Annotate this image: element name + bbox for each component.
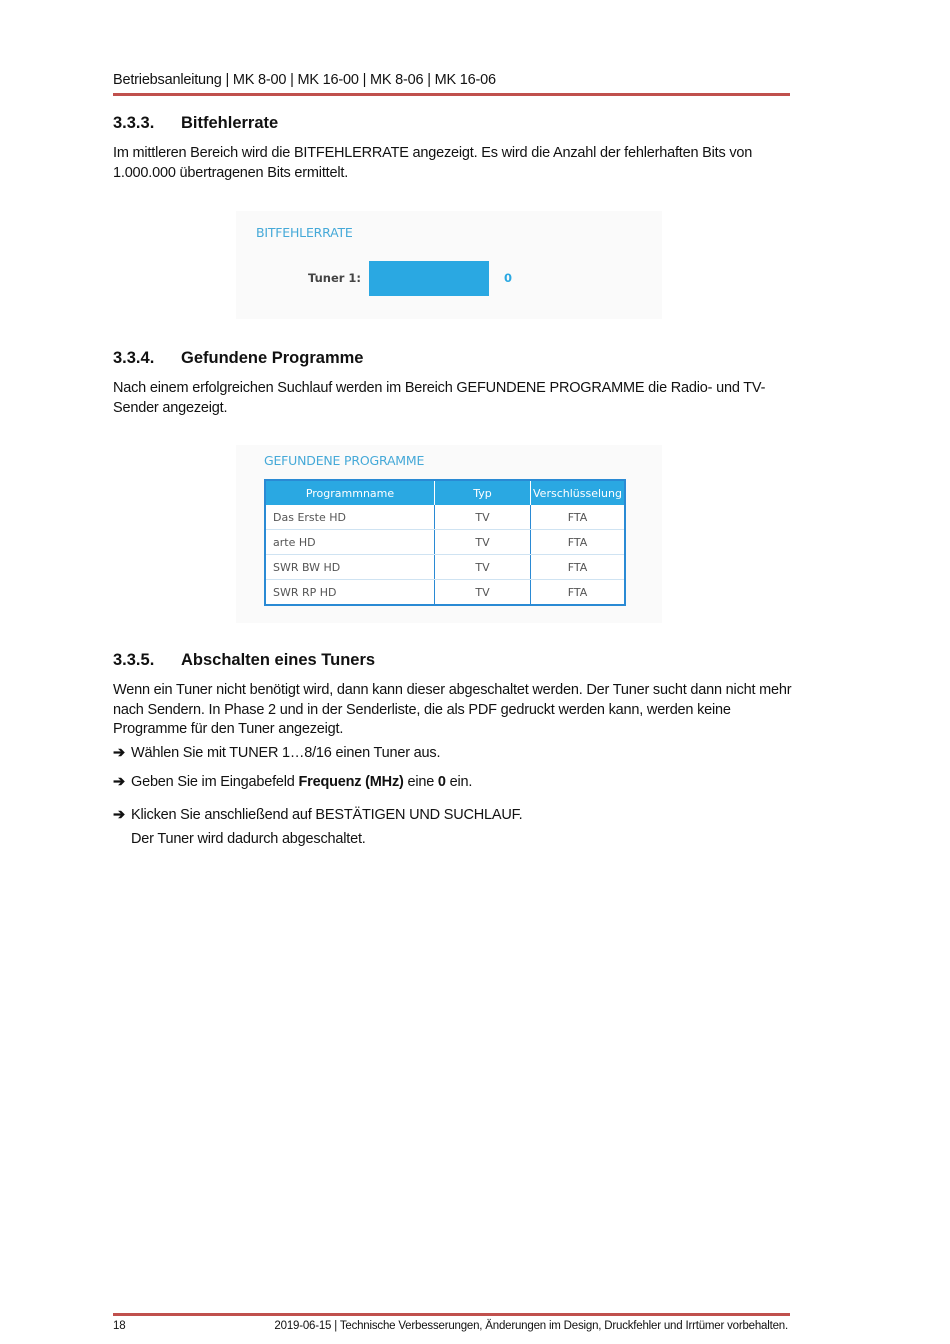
cell-typ: TV — [435, 580, 531, 606]
page-number: 18 — [113, 1320, 126, 1332]
tuner-bar — [369, 261, 489, 296]
step-2 — [113, 774, 472, 790]
column-header-verschluesselung[interactable]: Verschlüsselung — [531, 480, 626, 505]
page-header — [113, 72, 790, 92]
arrow-right-icon: ➔ — [113, 745, 125, 761]
arrow-right-icon: ➔ — [113, 774, 125, 790]
table-header-row — [265, 480, 625, 505]
table-row[interactable] — [265, 530, 625, 555]
column-header-programmname[interactable]: Programmname — [265, 480, 435, 505]
cell-programmname: Das Erste HD — [265, 505, 435, 530]
tuner-value: 0 — [504, 271, 513, 285]
section-title: Gefundene Programme — [181, 349, 364, 367]
section-heading-abschalten — [113, 651, 375, 670]
programme-paragraph: Nach einem erfolgreichen Suchlauf werden im Bereich GEFUNDENE PROGRAMME die Radio- und TV-Sender angezeigt. — [113, 380, 766, 416]
table-row[interactable] — [265, 580, 625, 606]
cell-programmname: arte HD — [265, 530, 435, 555]
section-number: 3.3.4. — [113, 349, 155, 367]
step-3-result: Der Tuner wird dadurch abgeschaltet. — [131, 831, 366, 847]
table-row[interactable] — [265, 505, 625, 530]
cell-verschluesselung: FTA — [531, 555, 626, 580]
column-header-typ[interactable]: Typ — [435, 480, 531, 505]
section-title: Abschalten eines Tuners — [181, 651, 376, 669]
header-rule — [113, 93, 790, 96]
cell-programmname: SWR BW HD — [265, 555, 435, 580]
document-title: Betriebsanleitung | MK 8-00 | MK 16-00 | MK 8-06 | MK 16-06 — [113, 72, 496, 88]
widget-title: GEFUNDENE PROGRAMME — [264, 453, 425, 468]
section-heading-programme — [113, 349, 363, 368]
programme-table — [264, 479, 626, 606]
section-number: 3.3.5. — [113, 651, 155, 669]
cell-verschluesselung: FTA — [531, 505, 626, 530]
abschalten-paragraph: Wenn ein Tuner nicht benötigt wird, dann kann dieser abgeschaltet werden. Der Tuner sucht dann nicht mehr nach Sendern. In Phase 2 und in der Senderliste, die als PDF gedruckt werden kann, werden keine Programme für den Tuner angezeigt. — [113, 682, 792, 737]
step-text-mid: eine — [403, 774, 438, 790]
section-title: Bitfehlerrate — [181, 114, 279, 132]
cell-programmname: SWR RP HD — [265, 580, 435, 606]
step-text-post: ein. — [445, 774, 473, 790]
section-number: 3.3.3. — [113, 114, 155, 132]
cell-typ: TV — [435, 505, 531, 530]
arrow-right-icon: ➔ — [113, 807, 125, 823]
section-heading-bitfehlerrate — [113, 114, 278, 133]
footer-note: 2019-06-15 | Technische Verbesserungen, Änderungen im Design, Druckfehler und Irrtümer vorbehalten. — [274, 1320, 788, 1332]
step-text: Klicken Sie anschließend auf BESTÄTIGEN UND SUCHLAUF. — [131, 807, 523, 823]
footer-rule — [113, 1313, 790, 1316]
bitfehlerrate-paragraph: Im mittleren Bereich wird die BITFEHLERRATE angezeigt. Es wird die Anzahl der fehlerhaften Bits von 1.000.000 übertragenen Bits ermittelt. — [113, 145, 753, 181]
field-name-frequenz: Frequenz (MHz) — [298, 774, 404, 790]
cell-typ: TV — [435, 555, 531, 580]
step-1 — [113, 745, 440, 761]
step-text: Wählen Sie mit TUNER 1…8/16 einen Tuner aus. — [131, 745, 441, 761]
bitfehlerrate-widget — [236, 211, 662, 319]
cell-verschluesselung: FTA — [531, 580, 626, 606]
tuner-label: Tuner 1: — [308, 271, 362, 285]
cell-typ: TV — [435, 530, 531, 555]
widget-title: BITFEHLERRATE — [256, 225, 353, 240]
step-3 — [113, 807, 523, 823]
table-row[interactable] — [265, 555, 625, 580]
field-value-zero: 0 — [437, 774, 446, 790]
step-text-pre: Geben Sie im Eingabefeld — [131, 774, 299, 790]
cell-verschluesselung: FTA — [531, 530, 626, 555]
